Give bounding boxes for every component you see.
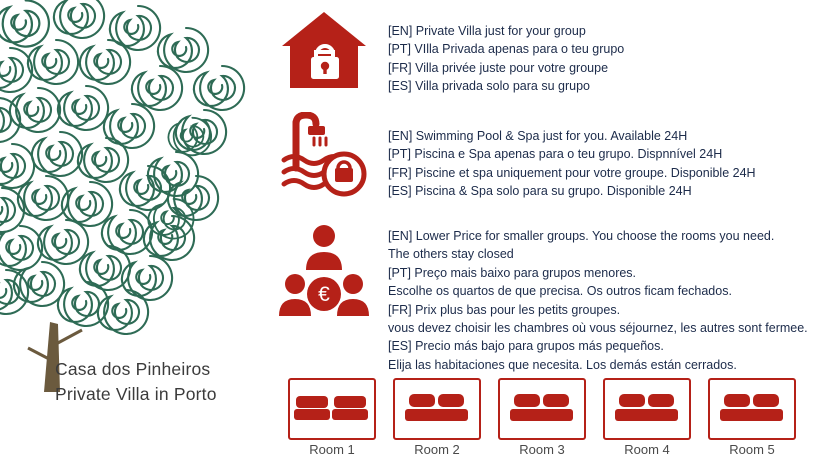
- feature-line: [FR] Villa privée juste pour votre groupe: [388, 60, 609, 75]
- feature-line: [ES] Piscina & Spa solo para su grupo. Disponible 24H: [388, 184, 692, 199]
- feature-line: vous devez choisir les chambres où vous séjournez, les autres sont fermee.: [388, 320, 808, 335]
- feature-line: Escolhe os quartos de que precisa. Os outros ficam fechados.: [388, 284, 732, 299]
- brand-title-line2: Private Villa in Porto: [55, 383, 217, 404]
- room-card[interactable]: [498, 378, 588, 460]
- feature-line: [PT] Piscina e Spa apenas para o teu grupo. Dispnnível 24H: [388, 147, 723, 162]
- room-label: Room 5: [729, 442, 775, 457]
- room-card[interactable]: [708, 378, 798, 460]
- feature-line: [EN] Swimming Pool & Spa just for you. Available 24H: [388, 129, 688, 143]
- feature-line: Elija las habitaciones que necesita. Los demás están cerrados.: [388, 357, 737, 372]
- feature-pool-spa-text: [388, 127, 756, 201]
- feature-line: [ES] Villa privada solo para su grupo: [388, 79, 590, 94]
- feature-line: [PT] Preço mais baixo para grupos menores.: [388, 265, 637, 280]
- room-label: Room 4: [624, 442, 670, 457]
- feature-private-villa-text: [388, 22, 624, 96]
- feature-line: [FR] Prix plus bas pour les petits groupes.: [388, 302, 621, 317]
- swimming-pool-with-lock-icon: [278, 112, 370, 205]
- group-price-euro-icon: [278, 222, 370, 335]
- feature-line: [EN] Private Villa just for your group: [388, 24, 586, 38]
- double-bed-icon: [393, 378, 481, 440]
- svg-text:€: €: [318, 283, 330, 306]
- two-single-beds-icon: [288, 378, 376, 440]
- feature-line: [EN] Lower Price for smaller groups. You choose the rooms you need.: [388, 229, 775, 243]
- double-bed-icon: [708, 378, 796, 440]
- feature-line: The others stay closed: [388, 247, 514, 262]
- feature-line: [ES] Precio más bajo para grupos más pequeños.: [388, 339, 664, 354]
- double-bed-icon: [498, 378, 586, 440]
- room-label: Room 3: [519, 442, 565, 457]
- room-label: Room 2: [414, 442, 460, 457]
- room-label: Room 1: [309, 442, 355, 457]
- feature-line: [PT] VIlla Privada apenas para o teu grupo: [388, 42, 625, 57]
- brand-title: [55, 357, 285, 407]
- room-card[interactable]: [393, 378, 483, 460]
- house-with-lock-icon: [278, 8, 370, 101]
- rooms-strip: [288, 378, 828, 460]
- brand-title-line1: Casa dos Pinheiros: [55, 359, 211, 379]
- feature-line: [FR] Piscine et spa uniquement pour votre groupe. Disponible 24H: [388, 165, 756, 180]
- pine-tree-illustration: [0, 0, 260, 392]
- room-card[interactable]: [603, 378, 693, 460]
- double-bed-icon: [603, 378, 691, 440]
- feature-lower-price-text: [388, 227, 808, 374]
- room-card[interactable]: [288, 378, 378, 460]
